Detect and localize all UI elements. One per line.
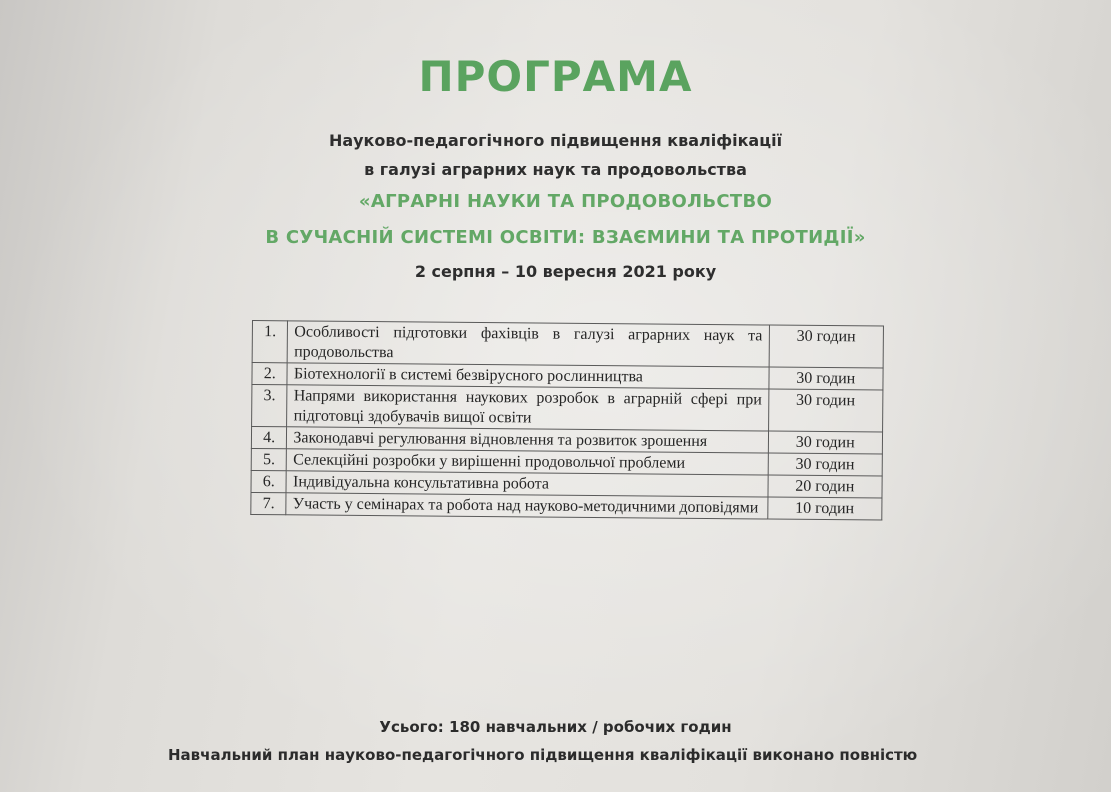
program-table xyxy=(250,320,884,521)
row-number: 4. xyxy=(251,427,287,449)
subtitle-line-2: в галузі аграрних наук та продовольства xyxy=(364,160,747,179)
program-name-line-2: В СУЧАСНІЙ СИСТЕМІ ОСВІТИ: ВЗАЄМИНИ ТА ПРОТИДІЇ» xyxy=(265,227,866,248)
row-hours: 30 годин xyxy=(769,325,884,368)
row-number: 7. xyxy=(251,492,287,514)
row-topic: Селекційні розробки у вирішенні продовольчої проблеми xyxy=(287,449,768,475)
row-topic: Особливості підготовки фахівців в галузі аграрних наук та продовольства xyxy=(288,321,769,367)
row-hours: 20 годин xyxy=(768,475,883,498)
subtitle-line-1: Науково-педагогічного підвищення кваліфікації xyxy=(328,131,783,150)
row-hours: 10 годин xyxy=(767,497,882,520)
row-topic: Законодавчі регулювання відновлення та розвиток зрошення xyxy=(287,427,768,453)
completion-statement: Навчальний план науково-педагогічного підвищення кваліфікації виконано повністю xyxy=(168,746,918,764)
row-topic: Участь у семінарах та робота над науково-методичними доповідями xyxy=(286,493,767,519)
row-hours: 30 годин xyxy=(768,389,883,432)
table-row xyxy=(252,321,883,369)
document-title: ПРОГРАМА xyxy=(418,52,693,101)
total-hours: Усього: 180 навчальних / робочих годин xyxy=(379,718,732,736)
row-topic: Індивідуальна консультативна робота xyxy=(286,471,767,497)
row-number: 3. xyxy=(252,385,288,427)
row-hours: 30 годин xyxy=(768,453,883,476)
row-hours: 30 годин xyxy=(768,431,883,454)
row-number: 1. xyxy=(252,321,288,363)
row-number: 5. xyxy=(251,448,287,470)
row-number: 6. xyxy=(251,470,287,492)
table-row xyxy=(251,492,882,520)
row-number: 2. xyxy=(252,363,288,385)
row-hours: 30 годин xyxy=(768,367,883,390)
row-topic: Напрями використання наукових розробок в аграрній сфері при підготовці здобувачів вищої освіти xyxy=(287,385,768,431)
table-row xyxy=(252,385,883,433)
row-topic: Біотехнології в системі безвірусного рослинництва xyxy=(287,363,768,389)
program-dates: 2 серпня – 10 вересня 2021 року xyxy=(414,262,717,281)
program-name-line-1: «АГРАРНІ НАУКИ ТА ПРОДОВОЛЬСТВО xyxy=(358,191,773,212)
